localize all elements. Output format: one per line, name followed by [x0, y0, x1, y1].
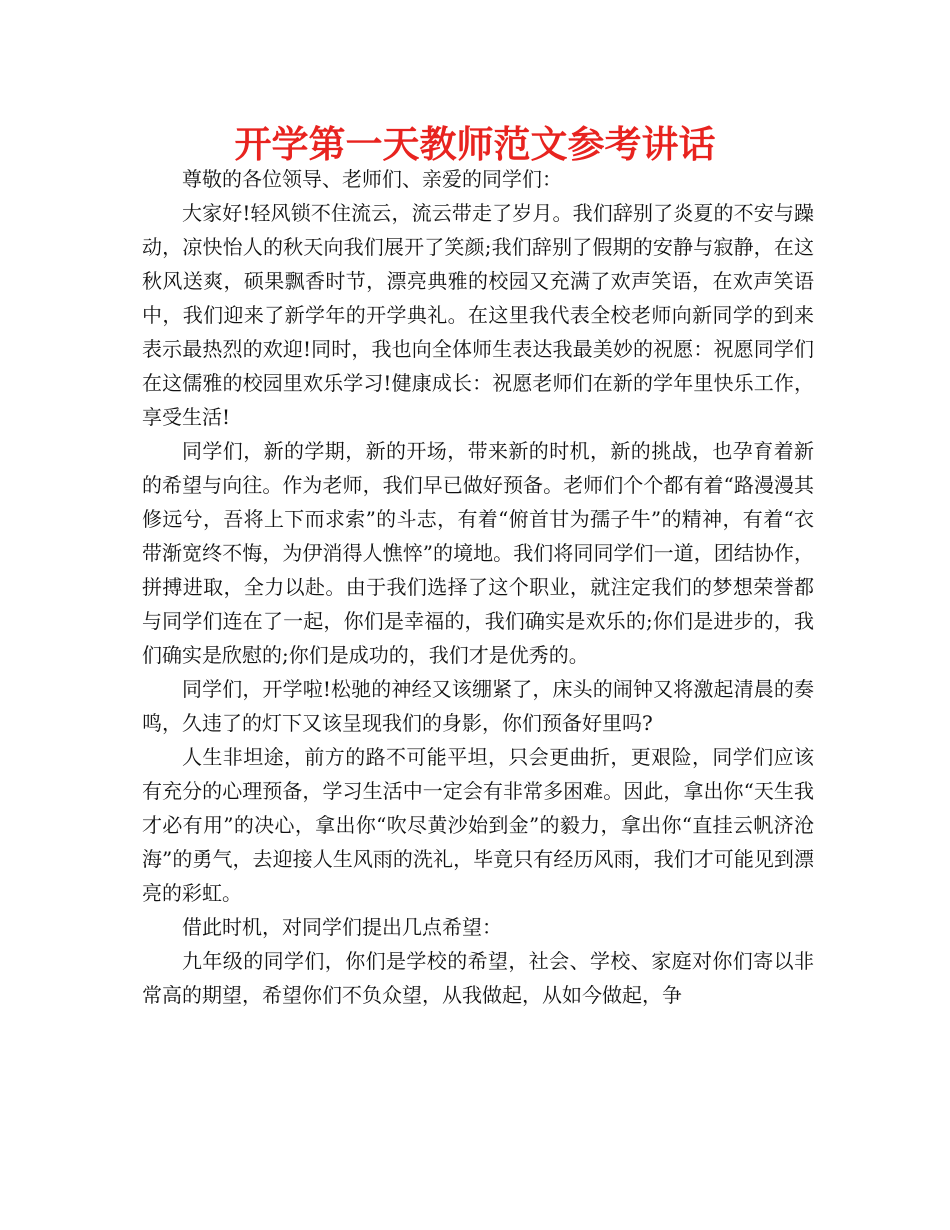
paragraph: 人生非坦途，前方的路不可能平坦，只会更曲折，更艰险，同学们应该有充分的心理预备，学习生活中一定会有非常多困难。因此，拿出你“天生我才必有用”的决心，拿出你“吹尽黄沙始到金”的毅力，拿出你“直挂云帆济沧海”的勇气，去迎接人生风雨的洗礼，毕竟只有经历风雨，我们才可能见到漂亮的彩虹。: [142, 745, 814, 905]
document-body: [142, 162, 814, 1012]
paragraph: 借此时机，对同学们提出几点希望：: [182, 915, 502, 939]
document-title: 开学第一天教师范文参考讲话: [234, 123, 716, 166]
paragraph: 同学们，开学啦!松驰的神经又该绷紧了，床头的闹钟又将激起清晨的奏鸣，久违了的灯下又该呈现我们的身影，你们预备好里吗?: [142, 677, 814, 735]
paragraph-salutation: 尊敬的各位领导、老师们、亲爱的同学们：: [182, 167, 562, 191]
paragraph: 同学们，新的学期，新的开场，带来新的时机，新的挑战，也孕育着新的希望与向往。作为老师，我们早已做好预备。老师们个个都有着“路漫漫其修远兮，吾将上下而求索”的斗志，有着“俯首甘为孺子牛”的精神，有着“衣带渐宽终不悔，为伊消得人憔悴”的境地。我们将同同学们一道，团结协作，拼搏进取，全力以赴。由于我们选择了这个职业，就注定我们的梦想荣誉都与同学们连在了一起，你们是幸福的，我们确实是欢乐的;你们是进步的，我们确实是欣慰的;你们是成功的，我们才是优秀的。: [142, 439, 814, 667]
paragraph: 九年级的同学们，你们是学校的希望，社会、学校、家庭对你们寄以非常高的期望，希望你们不负众望，从我做起，从如今做起，争: [142, 949, 814, 1007]
paragraph: 大家好!轻风锁不住流云，流云带走了岁月。我们辞别了炎夏的不安与躁动，凉快怡人的秋天向我们展开了笑颜;我们辞别了假期的安静与寂静，在这秋风送爽，硕果飘香时节，漂亮典雅的校园又充满了欢声笑语，在欢声笑语中，我们迎来了新学年的开学典礼。在这里我代表全校老师向新同学的到来表示最热烈的欢迎!同时，我也向全体师生表达我最美妙的祝愿：祝愿同学们在这儒雅的校园里欢乐学习!健康成长：祝愿老师们在新的学年里快乐工作，享受生活!: [142, 201, 814, 429]
